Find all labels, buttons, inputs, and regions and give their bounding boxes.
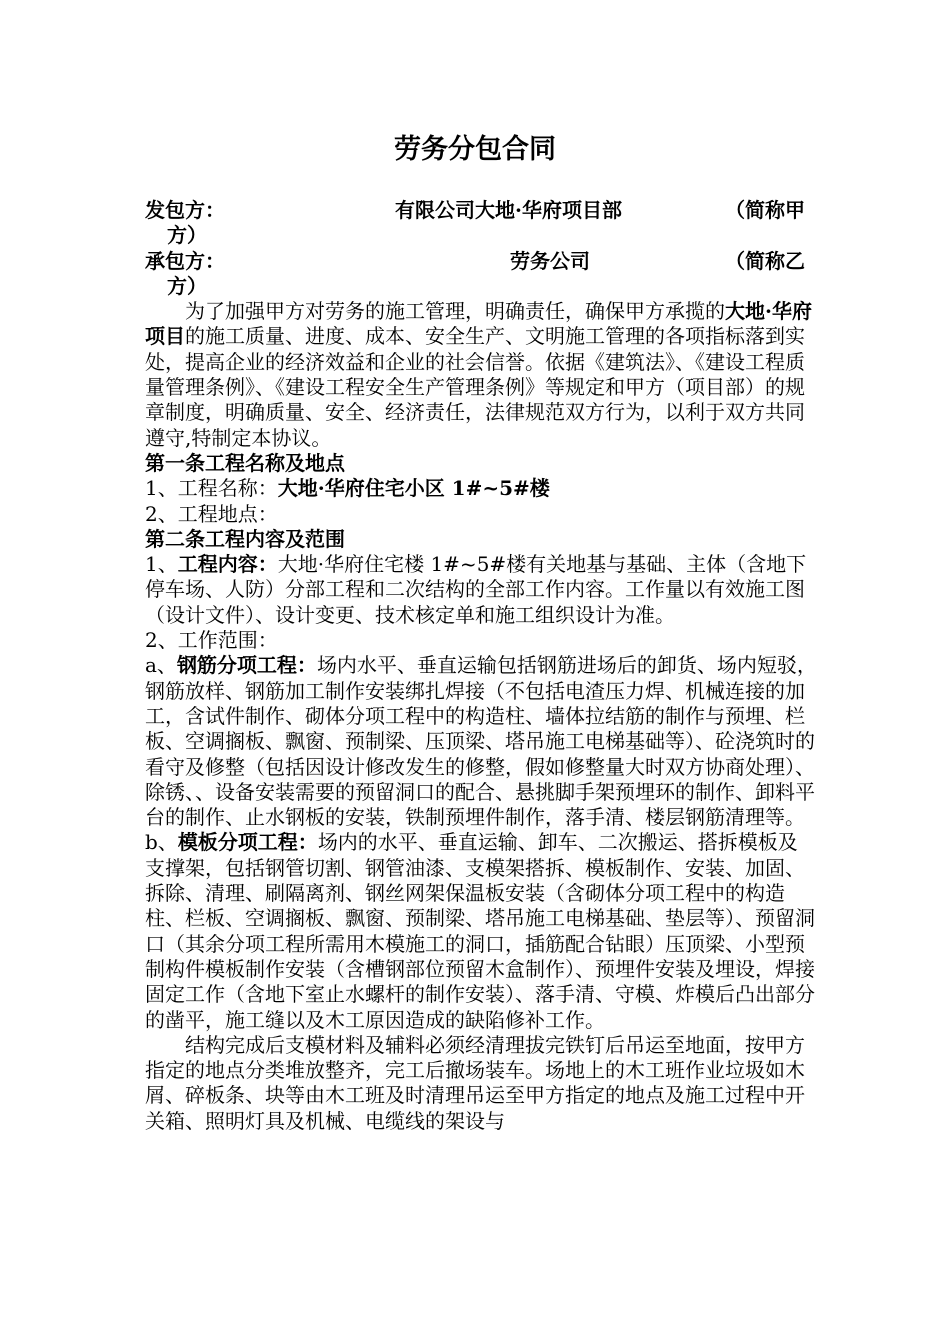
article-1-heading: 第一条工程名称及地点: [145, 450, 345, 475]
party-a-abbr: （简称甲: [725, 198, 805, 222]
item-1-bold-label: 工程内容：: [177, 552, 278, 577]
party-b-abbr: （简称乙: [725, 248, 805, 273]
scope-b-prefix: b、: [145, 830, 178, 855]
scope-b-bold-label: 模板分项工程：: [177, 830, 318, 855]
article-2-item-2: 2、工作范围：: [145, 628, 278, 653]
party-a-abbr-cont: 方）: [167, 223, 207, 248]
item-1-text: 大地·华府住宅楼 1#~5#楼有关地基与基础、主体（含地下停车场、人防）分部工程和二次结构的全部工作内容。工作量以有效施工图（设计文件）、设计变更、技术核定单和施工组织设计为准。: [145, 552, 807, 627]
document-body: [145, 198, 817, 1134]
scope-a-prefix: a、: [145, 653, 177, 678]
article-2-heading: 第二条工程内容及范围: [145, 526, 345, 551]
party-a-name: 有限公司大地·华府项目部: [395, 198, 622, 222]
party-a-label: 发包方：: [145, 198, 225, 222]
project-name-value: 大地·华府住宅小区 1#~5#楼: [277, 476, 550, 501]
party-b-label: 承包方：: [145, 248, 225, 273]
scope-a-paragraph: [145, 653, 817, 830]
article-1-item-2: 2、工程地点：: [145, 501, 278, 526]
scope-a-text: 场内水平、垂直运输包括钢筋进场后的卸货、场内短驳，钢筋放样、钢筋加工制作安装绑扎焊接（不包括电渣压力焊、机械连接的加工，含试件制作、砌体分项工程中的构造柱、墙体拉结筋的制作与预埋、栏板、空调搁板、飘窗、预制梁、压顶梁、塔吊施工电梯基础等）、砼浇筑时的看守及修整（包括因设计修改发生的修整，假如修整量大时双方协商处理）、除锈、、设备安装需要的预留洞口的配合、悬挑脚手架预埋环的制作、卸料平台的制作、止水钢板的安装，铁制预埋件制作，落手清、楼层钢筋清理等。: [145, 653, 817, 830]
intro-text-2: 的施工质量、进度、成本、安全生产、文明施工管理的各项指标落到实处，提高企业的经济效益和企业的社会信誉。依据《建筑法》、《建设工程质量管理条例》、《建设工程安全生产管理条例》等规定和甲方（项目部）的规章制度，明确质量、安全、经济责任，法律规范双方行为，以利于双方共同遵守,特制定本协议。: [145, 324, 805, 450]
intro-paragraph: [145, 299, 817, 451]
scope-b-text: 场内的水平、垂直运输、卸车、二次搬运、搭拆模板及支撑架，包括钢管切割、钢管油漆、支模架搭拆、模板制作、安装、加固、拆除、清理、刷隔离剂、钢丝网架保温板安装（含砌体分项工程中的构造柱、栏板、空调搁板、飘窗、预制梁、塔吊施工电梯基础、垫层等）、预留洞口（其余分项工程所需用木模施工的洞口，插筋配合钻眼）压顶梁、小型预制构件模板制作安装（含槽钢部位预留木盒制作）、预埋件安装及埋设，焊接固定工作（含地下室止水螺杆的制作安装）、落手清、守模、炸模后凸出部分的凿平，施工缝以及木工原因造成的缺陷修补工作。: [145, 830, 815, 1032]
party-b-line: [145, 249, 817, 300]
project-name-label: 1、工程名称：: [145, 476, 278, 501]
scope-b-paragraph: [145, 830, 817, 1032]
party-a-line: [145, 198, 817, 249]
scope-a-bold-label: 钢筋分项工程：: [176, 653, 317, 678]
party-b-name: 劳务公司: [510, 248, 590, 273]
intro-text-1: 为了加强甲方对劳务的施工管理，明确责任，确保甲方承揽的: [185, 299, 725, 324]
document-title: 劳务分包合同: [394, 134, 556, 165]
project-name-bold: 大地·华府项目: [145, 299, 812, 349]
article-1-item-1: [145, 476, 817, 501]
formwork-cleanup-paragraph: 结构完成后支模材料及辅料必须经清理拔完铁钉后吊运至地面，按甲方指定的地点分类堆放整齐，完工后撤场装车。场地上的木工班作业垃圾如木屑、碎板条、块等由木工班及时清理吊运至甲方指定的地点及施工过程中开关箱、照明灯具及机械、电缆线的架设与: [145, 1032, 805, 1133]
item-1-prefix: 1、: [145, 552, 178, 577]
party-b-abbr-cont: 方）: [167, 273, 207, 298]
article-2-item-1: [145, 552, 817, 628]
